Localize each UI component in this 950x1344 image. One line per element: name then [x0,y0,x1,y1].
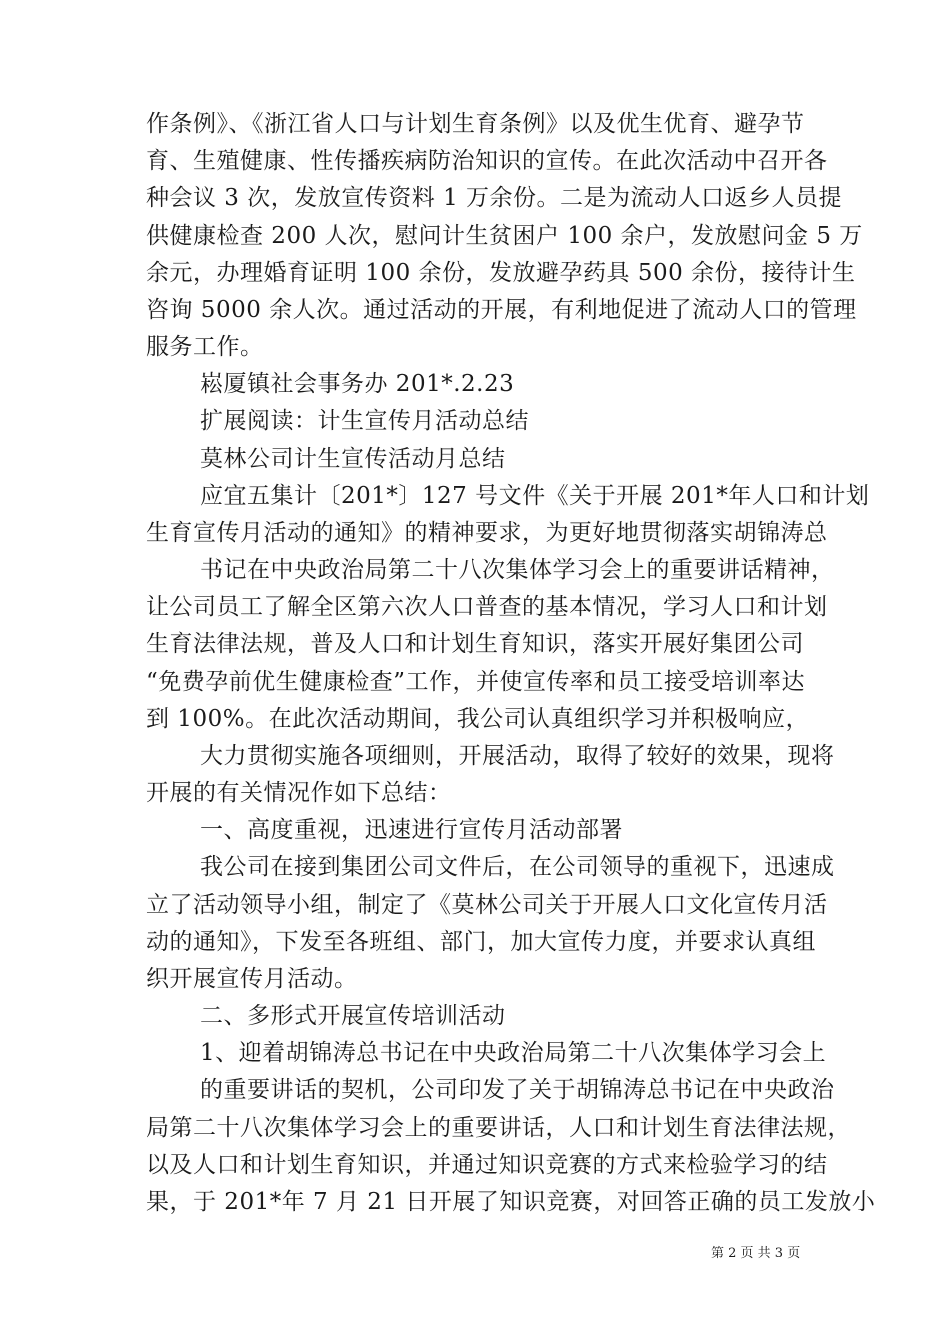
text-line: 生育法律法规，普及人口和计划生育知识，落实开展好集团公司 [146,631,804,657]
text-line: 种会议 3 次，发放宣传资料 1 万余份。二是为流动人口返乡人员提 [146,185,843,211]
text-line: 服务工作。 [146,334,264,360]
section-title: 莫林公司计生宣传活动月总结 [200,446,506,472]
text-line: 应宜五集计〔201*〕127 号文件《关于开展 201*年人口和计划 [200,483,870,509]
text-line: 书记在中央政治局第二十八次集体学习会上的重要讲话精神， [200,557,835,583]
text-line: 咨询 5000 余人次。通过活动的开展，有利地促进了流动人口的管理 [146,297,857,323]
text-line: 让公司员工了解全区第六次人口普查的基本情况，学习人口和计划 [146,594,828,620]
text-line: 生育宣传月活动的通知》的精神要求，为更好地贯彻落实胡锦涛总 [146,520,828,546]
text-line: 局第二十八次集体学习会上的重要讲话，人口和计划生育法律法规， [146,1115,851,1141]
text-line: 到 100%。在此次活动期间，我公司认真组织学习并积极响应， [146,706,810,732]
text-line: “免费孕前优生健康检查”工作，并使宣传率和员工接受培训率达 [146,669,806,695]
signature-line: 崧厦镇社会事务办 201*.2.23 [200,371,515,397]
text-line: 作条例》、《浙江省人口与计划生育条例》以及优生优育、避孕节 [146,111,805,137]
extended-reading-line: 扩展阅读：计生宣传月活动总结 [200,408,529,434]
page-number-footer: 第 2 页 共 3 页 [711,1246,801,1261]
heading-line: 二、多形式开展宣传培训活动 [200,1003,506,1029]
text-line: 以及人口和计划生育知识，并通过知识竞赛的方式来检验学习的结 [146,1152,828,1178]
text-line: 的重要讲话的契机，公司印发了关于胡锦涛总书记在中央政治 [200,1077,835,1103]
text-line: 开展的有关情况作如下总结： [146,780,452,806]
heading-line: 一、高度重视，迅速进行宣传月活动部署 [200,817,623,843]
text-line: 动的通知》，下发至各班组、部门，加大宣传力度，并要求认真组 [146,929,816,955]
text-line: 果，于 201*年 7 月 21 日开展了知识竞赛，对回答正确的员工发放小 [146,1189,876,1215]
text-line: 我公司在接到集团公司文件后，在公司领导的重视下，迅速成 [200,854,835,880]
text-line: 织开展宣传月活动。 [146,966,358,992]
text-line: 大力贯彻实施各项细则，开展活动，取得了较好的效果，现将 [200,743,835,769]
text-line: 1、迎着胡锦涛总书记在中央政治局第二十八次集体学习会上 [200,1040,827,1066]
text-line: 供健康检查 200 人次，慰问计生贫困户 100 余户，发放慰问金 5 万 [146,223,863,249]
text-line: 立了活动领导小组，制定了《莫林公司关于开展人口文化宣传月活 [146,892,828,918]
text-line: 余元，办理婚育证明 100 余份，发放避孕药具 500 余份，接待计生 [146,260,856,286]
text-line: 育、生殖健康、性传播疾病防治知识的宣传。在此次活动中召开各 [146,148,828,174]
